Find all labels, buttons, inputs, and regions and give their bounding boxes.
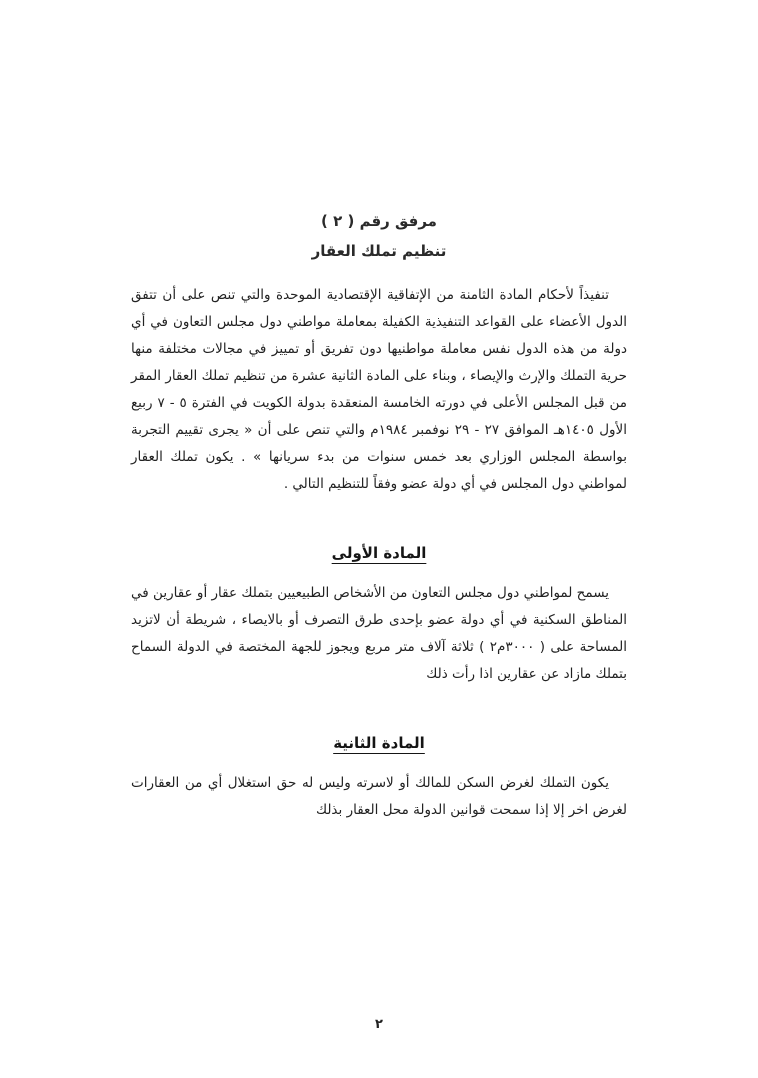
document-title: تنظيم تملك العقار (311, 242, 447, 260)
intro-paragraph: تنفيذاً لأحكام المادة الثامنة من الإتفاقية الإقتصادية الموحدة والتي تنص على أن تتفق الدول الأعضاء على القواعد التنفيذية الكفيلة بمعاملة مواطني دول مجلس التعاون في أي دولة من هذه الدول نفس معاملة مواطنيها دون تفريق أو تمييز في مجالات مختلفة منها حرية التملك والإرث والإيصاء ، وبناء على المادة الثانية عشرة من تنظيم تملك العقار المقر من قبل المجلس الأعلى في دورته الخامسة المنعقدة بدولة الكويت في الفترة ٥ - ٧ ربيع الأول ١٤٠٥هـ الموافق ٢٧ - ٢٩ نوفمبر ١٩٨٤م والتي تنص على أن « يجرى تقييم التجربة بواسطة المجلس الوزاري بعد خمس سنوات من بدء سريانها » . يكون تملك العقار لمواطني دول المجلس في أي دولة عضو وفقاً للتنظيم التالي . (131, 287, 627, 492)
page-number: ٢ (375, 1017, 383, 1032)
article-two-heading: المادة الثانية (333, 734, 425, 752)
article-two-body: يكون التملك لغرض السكن للمالك أو لاسرته وليس له حق استغلال أي من العقارات لغرض اخر إلا إذا سمحت قوانين الدولة محل العقار بذلك (131, 775, 627, 818)
annex-number-title: مرفق رقم ( ٢ ) (321, 212, 437, 230)
article-one-body: يسمح لمواطني دول مجلس التعاون من الأشخاص الطبيعيين بتملك عقار أو عقارين في المناطق السكنية في أي دولة عضو بإحدى طرق التصرف أو بالايصاء ، شريطة أن لاتزيد المساحة على ( ٣٠٠٠م٢ ) ثلاثة آلاف متر مربع ويجوز للجهة المختصة في الدولة السماح بتملك مازاد عن عقارين اذا رأت ذلك (131, 585, 627, 682)
article-one-heading: المادة الأولى (331, 544, 427, 562)
